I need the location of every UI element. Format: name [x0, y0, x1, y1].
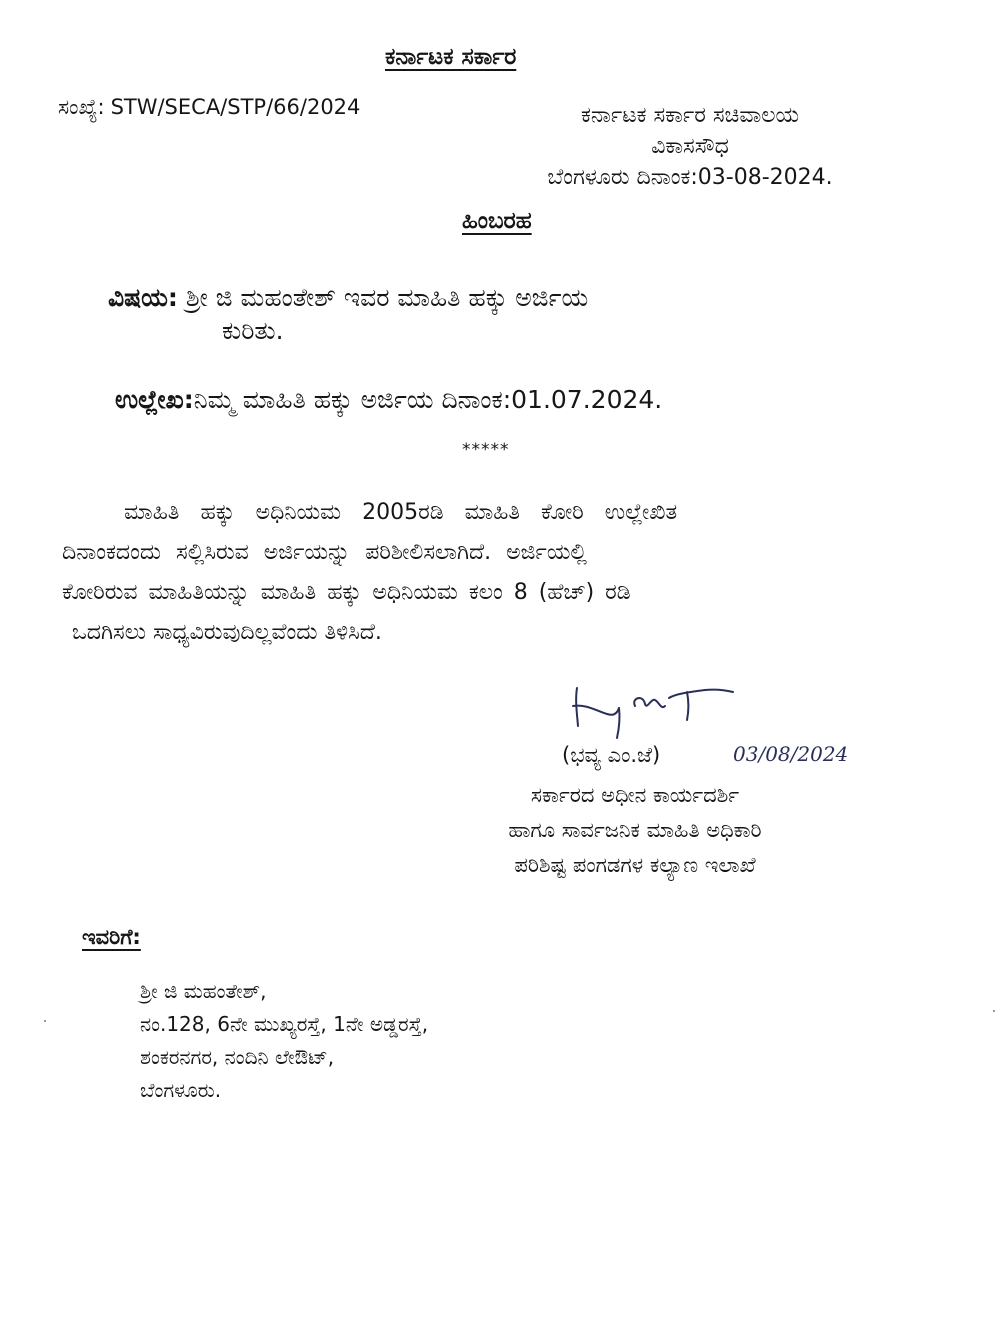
subject-continuation: ಕುರಿತು.: [222, 316, 284, 345]
reference-label: ಉಲ್ಲೇಖ:: [115, 385, 194, 414]
handwritten-date: 03/08/2024: [733, 742, 849, 766]
office-line-secretariat: ಕರ್ನಾಟಕ ಸರ್ಕಾರ ಸಚಿವಾಲಯ: [580, 103, 800, 128]
designation-line: ಸರ್ಕಾರದ ಅಧೀನ ಕಾರ್ಯದರ್ಶಿ: [530, 783, 740, 807]
government-title: ಕರ್ನಾಟಕ ಸರ್ಕಾರ: [385, 44, 517, 70]
recipient-label: ಇವರಿಗೆ:: [82, 925, 141, 949]
scan-speck: [44, 1020, 46, 1022]
subject-text: ಶ್ರೀ ಜಿ ಮಹಂತೇಶ್ ಇವರ ಮಾಹಿತಿ ಹಕ್ಕು ಅರ್ಜಿಯ: [185, 283, 589, 312]
handwritten-signature: [565, 680, 740, 742]
signatory-name: (ಭವ್ಯ ಎಂ.ಜೆ): [562, 743, 661, 767]
body-paragraph: [62, 493, 912, 653]
designation-line: ಹಾಗೂ ಸಾರ್ವಜನಿಕ ಮಾಹಿತಿ ಅಧಿಕಾರಿ: [508, 818, 762, 842]
subject-line: [108, 280, 588, 316]
address-line: ಶಂಕರನಗರ, ನಂದಿನಿ ಲೇಔಟ್,: [140, 1045, 335, 1069]
body-line: ಒದಗಿಸಲು ಸಾಧ್ಯವಿರುವುದಿಲ್ಲವೆಂದು ತಿಳಿಸಿದೆ.: [72, 620, 382, 645]
body-line: ಕೋರಿರುವ ಮಾಹಿತಿಯನ್ನು ಮಾಹಿತಿ ಹಕ್ಕು ಅಧಿನಿಯಮ ಕಲಂ 8 (ಹೆಚ್) ರಡಿ: [62, 580, 631, 605]
separator-stars: *****: [462, 440, 510, 460]
subject-label: ವಿಷಯ:: [108, 283, 178, 312]
office-line-date: ಬೆಂಗಳೂರು ದಿನಾಂಕ:03-08-2024.: [547, 165, 833, 190]
body-line: ಮಾಹಿತಿ ಹಕ್ಕು ಅಧಿನಿಯಮ 2005ರಡಿ ಮಾಹಿತಿ ಕೋರಿ ಉಲ್ಲೇಖಿತ: [124, 500, 678, 525]
reference-number-value: STW/SECA/STP/66/2024: [110, 95, 361, 119]
address-line: ನಂ.128, 6ನೇ ಮುಖ್ಯರಸ್ತೆ, 1ನೇ ಅಡ್ಡರಸ್ತೆ,: [140, 1012, 429, 1036]
reference-text: ನಿಮ್ಮ ಮಾಹಿತಿ ಹಕ್ಕು ಅರ್ಜಿಯ ದಿನಾಂಕ:01.07.2024.: [193, 385, 663, 414]
signatory-designation: [400, 778, 870, 883]
reference-line: [115, 385, 662, 415]
memo-heading: ಹಿಂಬರಹ: [462, 208, 532, 234]
address-line: ಶ್ರೀ ಜಿ ಮಹಂತೇಶ್,: [140, 979, 267, 1003]
body-line: ದಿನಾಂಕದಂದು ಸಲ್ಲಿಸಿರುವ ಅರ್ಜಿಯನ್ನು ಪರಿಶೀಲಿಸಲಾಗಿದೆ. ಅರ್ಜಿಯಲ್ಲಿ: [62, 540, 588, 565]
address-line: ಬೆಂಗಳೂರು.: [140, 1078, 222, 1102]
reference-number-label: ಸಂಖ್ಯೆ:: [58, 95, 105, 119]
designation-line: ಪರಿಶಿಷ್ಟ ಪಂಗಡಗಳ ಕಲ್ಯಾಣ ಇಲಾಖೆ: [514, 853, 756, 877]
scan-speck: [993, 1010, 995, 1012]
office-line-building: ವಿಕಾಸಸೌಧ: [651, 134, 729, 159]
office-address: [490, 100, 890, 193]
reference-number: [58, 95, 360, 120]
recipient-address: [140, 975, 428, 1107]
